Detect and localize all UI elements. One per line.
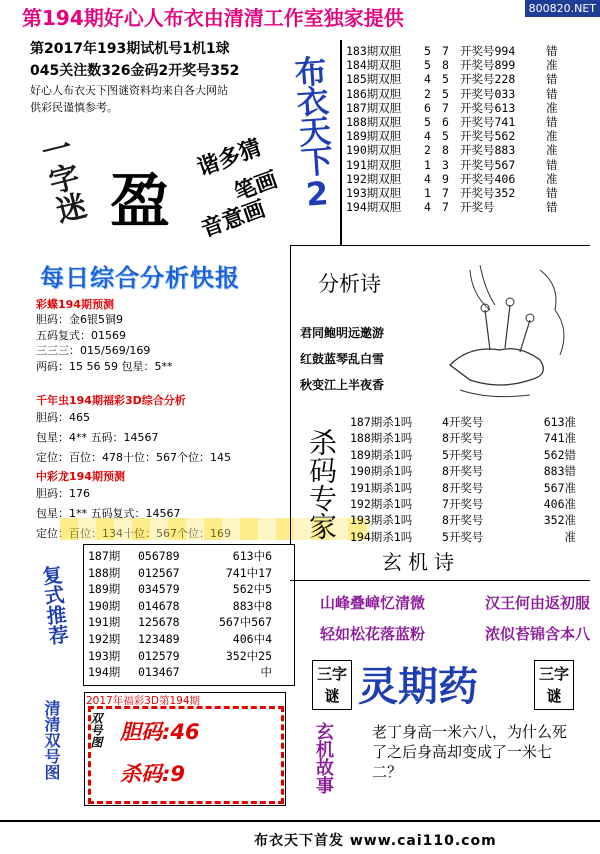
xuanji-poem <box>320 592 590 644</box>
record-issue: 188期双胆 <box>346 115 402 130</box>
poem-line-2: 红鼓蓝琴乱白雪 <box>300 352 385 366</box>
record-a: 4 <box>424 129 431 144</box>
qiannianchong-line-3: 定位：百位：478十位：567个位：145 <box>36 451 231 464</box>
compound-row <box>88 581 288 598</box>
compound-row <box>88 648 288 665</box>
kill-row <box>350 512 580 528</box>
qiannianchong-head: 千年虫194期福彩3D综合分析 <box>36 394 186 407</box>
fc3d-head: 2017年福彩3D第194期 <box>86 695 201 707</box>
compound-issue: 194期 <box>88 665 121 680</box>
compound-row <box>88 614 288 631</box>
record-mark: 错 <box>546 115 558 130</box>
kill-issue: 194期杀1吗 <box>350 529 413 544</box>
record-b: 5 <box>442 129 449 144</box>
qiannianchong-line-1: 胆码：465 <box>36 411 90 424</box>
record-issue: 185期双胆 <box>346 72 402 87</box>
kill-records-list <box>350 414 580 545</box>
zhongcailong-line-1: 胆码：176 <box>36 487 90 500</box>
record-b: 8 <box>442 58 449 73</box>
kill-label: 8开奖号 <box>442 431 484 446</box>
record-mark: 错 <box>546 200 558 215</box>
header-line-3: 好心人布衣天下图谜资料均来自各大网站 <box>30 84 228 97</box>
record-a: 2 <box>424 86 431 101</box>
zhongcailong-line-2: 包星：1** 五码复式：14567 <box>36 507 181 520</box>
record-row <box>346 44 586 58</box>
record-mark: 准 <box>546 129 558 144</box>
header-line-4: 供彩民谨慎参考。 <box>30 101 118 114</box>
record-issue: 190期双胆 <box>346 143 402 158</box>
record-row <box>346 172 586 186</box>
kill-num: 准 <box>564 529 576 544</box>
compound-nums: 013467 <box>138 665 180 680</box>
record-a: 1 <box>424 157 431 172</box>
record-mark: 错 <box>546 186 558 201</box>
compound-res: 406中4 <box>232 631 272 646</box>
qiannianchong-line-2: 包星：4** 五码：14567 <box>36 431 159 444</box>
compound-issue: 188期 <box>88 565 121 580</box>
compound-res: 中 <box>260 665 272 680</box>
record-mark: 错 <box>546 86 558 101</box>
compound-row <box>88 631 288 648</box>
riddle-hint-1: 谐多猜 <box>194 135 265 182</box>
three-char-riddle-left: 三字谜 <box>312 660 352 710</box>
record-issue: 192期双胆 <box>346 171 402 186</box>
kill-row <box>350 496 580 512</box>
lingqiyao-title: 灵期药 <box>358 664 478 710</box>
kill-num: 613准 <box>543 415 576 429</box>
record-label: 开奖号228 <box>460 72 516 87</box>
kill-num: 406准 <box>543 497 576 512</box>
page-title-bar <box>0 0 600 28</box>
kill-row <box>350 414 580 430</box>
record-row <box>346 158 586 172</box>
record-b: 3 <box>442 157 449 172</box>
record-row <box>346 186 586 200</box>
compound-issue: 193期 <box>88 648 121 663</box>
record-b: 7 <box>442 186 449 201</box>
record-row <box>346 129 586 143</box>
xuanji-line-1a: 山峰叠嶂忆清微 <box>320 594 426 612</box>
kill-issue: 193期杀1吗 <box>350 513 413 528</box>
record-mark: 准 <box>546 100 558 115</box>
compound-res: 567中567 <box>218 615 272 630</box>
caidie-head: 彩蝶194期预测 <box>36 298 114 311</box>
kill-issue: 190期杀1吗 <box>350 464 413 479</box>
record-label: 开奖号613 <box>460 100 516 115</box>
record-issue: 191期双胆 <box>346 157 402 172</box>
compound-nums: 125678 <box>138 615 180 630</box>
xuanji-row-2 <box>320 623 590 644</box>
record-b: 5 <box>442 86 449 101</box>
record-a: 2 <box>424 143 431 158</box>
record-label: 开奖号406 <box>460 171 516 186</box>
caidie-line-2: 五码复式：01569 <box>36 328 126 342</box>
compound-issue: 190期 <box>88 598 121 613</box>
compound-res: 883中8 <box>232 598 272 613</box>
record-label: 开奖号883 <box>460 143 516 158</box>
kill-label: 8开奖号 <box>442 513 484 528</box>
divider-h-lower <box>290 580 590 581</box>
record-row <box>346 115 586 129</box>
kill-issue: 192期杀1吗 <box>350 497 413 512</box>
kill-label: 8开奖号 <box>442 464 484 479</box>
compound-res: 613中6 <box>232 549 272 563</box>
kill-row <box>350 529 580 545</box>
kill-num: 883错 <box>543 464 576 479</box>
record-b: 7 <box>442 44 449 58</box>
kill-code: 杀码:9 <box>120 762 186 786</box>
compound-records-list <box>88 548 288 681</box>
record-a: 5 <box>424 44 431 58</box>
record-mark: 准 <box>546 58 558 73</box>
record-row <box>346 87 586 101</box>
compound-nums: 014678 <box>138 598 180 613</box>
three-char-riddle-right: 三字谜 <box>534 660 574 710</box>
record-a: 4 <box>424 200 431 215</box>
record-b: 7 <box>442 100 449 115</box>
compound-issue: 189期 <box>88 582 121 597</box>
poem-line-3: 秋变江上半夜香 <box>300 378 385 392</box>
record-label: 开奖号 <box>460 200 495 215</box>
record-a: 5 <box>424 58 431 73</box>
riddle-big-char: 盈 <box>110 167 170 237</box>
xuanji-line-2a: 轻如松花落蓝粉 <box>320 625 426 643</box>
compound-res: 352中25 <box>225 648 272 663</box>
record-label: 开奖号562 <box>460 129 516 144</box>
record-row <box>346 101 586 115</box>
compound-nums: 123489 <box>138 631 180 646</box>
record-b: 9 <box>442 171 449 186</box>
compound-issue: 187期 <box>88 549 121 563</box>
caidie-line-4: 两码：15 56 59 包星：5** <box>36 359 173 373</box>
record-issue: 186期双胆 <box>346 86 402 101</box>
kill-row <box>350 463 580 479</box>
qingqing-double-chart-label: 清清双号图 <box>42 700 61 780</box>
record-label: 开奖号567 <box>460 157 516 172</box>
record-row <box>346 72 586 86</box>
double-chart-label: 双号图 <box>89 712 103 748</box>
record-row <box>346 58 586 72</box>
divider-v-right <box>290 245 291 545</box>
footer-text[interactable]: 布衣天下首发 www.cai110.com <box>254 833 497 849</box>
xuanji-line-1b: 汉王何由返初服 <box>484 594 590 612</box>
xuanji-title: 玄机诗 <box>382 550 460 574</box>
kill-row <box>350 480 580 496</box>
kill-label: 5开奖号 <box>442 447 484 462</box>
caidie-line-1: 胆码：金6银5铜9 <box>36 313 123 326</box>
compound-res: 562中5 <box>232 582 272 597</box>
record-a: 1 <box>424 186 431 201</box>
story-text: 老丁身高一米六八，为什么死了之后身高却变成了一米七二？ <box>372 723 568 781</box>
compound-row <box>88 548 288 565</box>
compound-nums: 056789 <box>138 549 180 563</box>
record-issue: 193期双胆 <box>346 186 402 201</box>
record-label: 开奖号352 <box>460 186 516 201</box>
record-a: 5 <box>424 115 431 130</box>
compound-recommend-label: 复式推荐 <box>37 563 71 647</box>
qiannianchong-section <box>36 392 296 468</box>
record-label: 开奖号994 <box>460 44 516 58</box>
record-issue: 189期双胆 <box>346 129 402 144</box>
poem-line-1: 君同鲍明远邀游 <box>300 326 385 340</box>
poem-title: 分析诗 <box>318 272 381 296</box>
riddle-area <box>30 128 290 273</box>
xuanji-line-2b: 浓似苔锦含本八 <box>484 625 590 643</box>
header-info <box>30 38 330 116</box>
page-title: 第194期好心人布衣由清清工作室独家提供 <box>22 6 404 30</box>
compound-row <box>88 664 288 681</box>
record-a: 6 <box>424 100 431 115</box>
kill-issue: 188期杀1吗 <box>350 431 413 446</box>
record-issue: 183期双胆 <box>346 44 402 58</box>
xuanji-row-1 <box>320 592 590 613</box>
riddle-hint-2: 笔画 <box>231 167 282 206</box>
header-line-1: 第2017年193期试机号1机1球 <box>30 41 230 57</box>
record-a: 4 <box>424 72 431 87</box>
record-label: 开奖号741 <box>460 115 516 130</box>
record-mark: 错 <box>546 157 558 172</box>
footer-line <box>0 820 600 822</box>
record-row <box>346 200 586 214</box>
mystery-story-label: 玄机故事 <box>313 722 334 794</box>
zhongcailong-head: 中彩龙194期预测 <box>36 470 125 483</box>
record-issue: 187期双胆 <box>346 100 402 115</box>
divider-h-mid <box>290 245 590 246</box>
riddle-hints <box>194 135 290 243</box>
kill-label: 5开奖号 <box>442 529 484 544</box>
compound-res: 741中17 <box>225 565 272 580</box>
record-mark: 错 <box>546 72 558 87</box>
kill-code-expert-label: 杀码专家 <box>305 428 338 540</box>
kill-label: 7开奖号 <box>442 497 484 512</box>
rabbit-sketch-illustration <box>430 250 580 410</box>
kill-row <box>350 447 580 463</box>
record-label: 开奖号899 <box>460 58 516 73</box>
record-label: 开奖号033 <box>460 86 516 101</box>
header-line-2: 045关注数326金码2开奖号352 <box>30 63 240 79</box>
compound-issue: 192期 <box>88 631 121 646</box>
compound-issue: 191期 <box>88 615 121 630</box>
record-issue: 194期双胆 <box>346 200 402 215</box>
compound-row <box>88 565 288 582</box>
compound-nums: 034579 <box>138 582 180 597</box>
kill-label: 8开奖号 <box>442 480 484 495</box>
record-issue: 184期双胆 <box>346 58 402 73</box>
record-b: 7 <box>442 200 449 215</box>
one-char-riddle-label: 一字迷 <box>32 130 89 227</box>
kill-num: 562错 <box>543 447 576 462</box>
record-b: 6 <box>442 115 449 130</box>
record-row <box>346 143 586 157</box>
record-mark: 准 <box>546 143 558 158</box>
kill-issue: 187期杀1吗 <box>350 415 413 429</box>
bile-code: 胆码:46 <box>120 720 200 744</box>
compound-nums: 012579 <box>138 648 180 663</box>
kill-num: 741准 <box>543 431 576 446</box>
kill-num: 352准 <box>543 513 576 528</box>
record-a: 4 <box>424 171 431 186</box>
kill-issue: 189期杀1吗 <box>350 447 413 462</box>
record-mark: 错 <box>546 44 558 58</box>
kill-label: 4开奖号 <box>442 415 484 429</box>
site-badge[interactable]: 800820.NET <box>525 0 600 17</box>
caidie-line-3: 三三三：015/569/169 <box>36 344 151 357</box>
kill-issue: 191期杀1吗 <box>350 480 413 495</box>
compound-nums: 012567 <box>138 565 180 580</box>
record-mark: 准 <box>546 171 558 186</box>
kill-num: 567准 <box>543 480 576 495</box>
analysis-banner: 每日综合分析快报 <box>40 264 240 292</box>
brand-vertical: 布衣天下2 <box>288 53 338 213</box>
records-list <box>346 44 586 214</box>
riddle-hint-3: 音意画 <box>198 196 269 243</box>
zhongcailong-line-3: 定位：百位：134十位：567个位：169 <box>36 527 231 540</box>
caidie-section <box>36 296 286 374</box>
record-b: 8 <box>442 143 449 158</box>
kill-row <box>350 430 580 446</box>
record-b: 5 <box>442 72 449 87</box>
compound-row <box>88 598 288 615</box>
